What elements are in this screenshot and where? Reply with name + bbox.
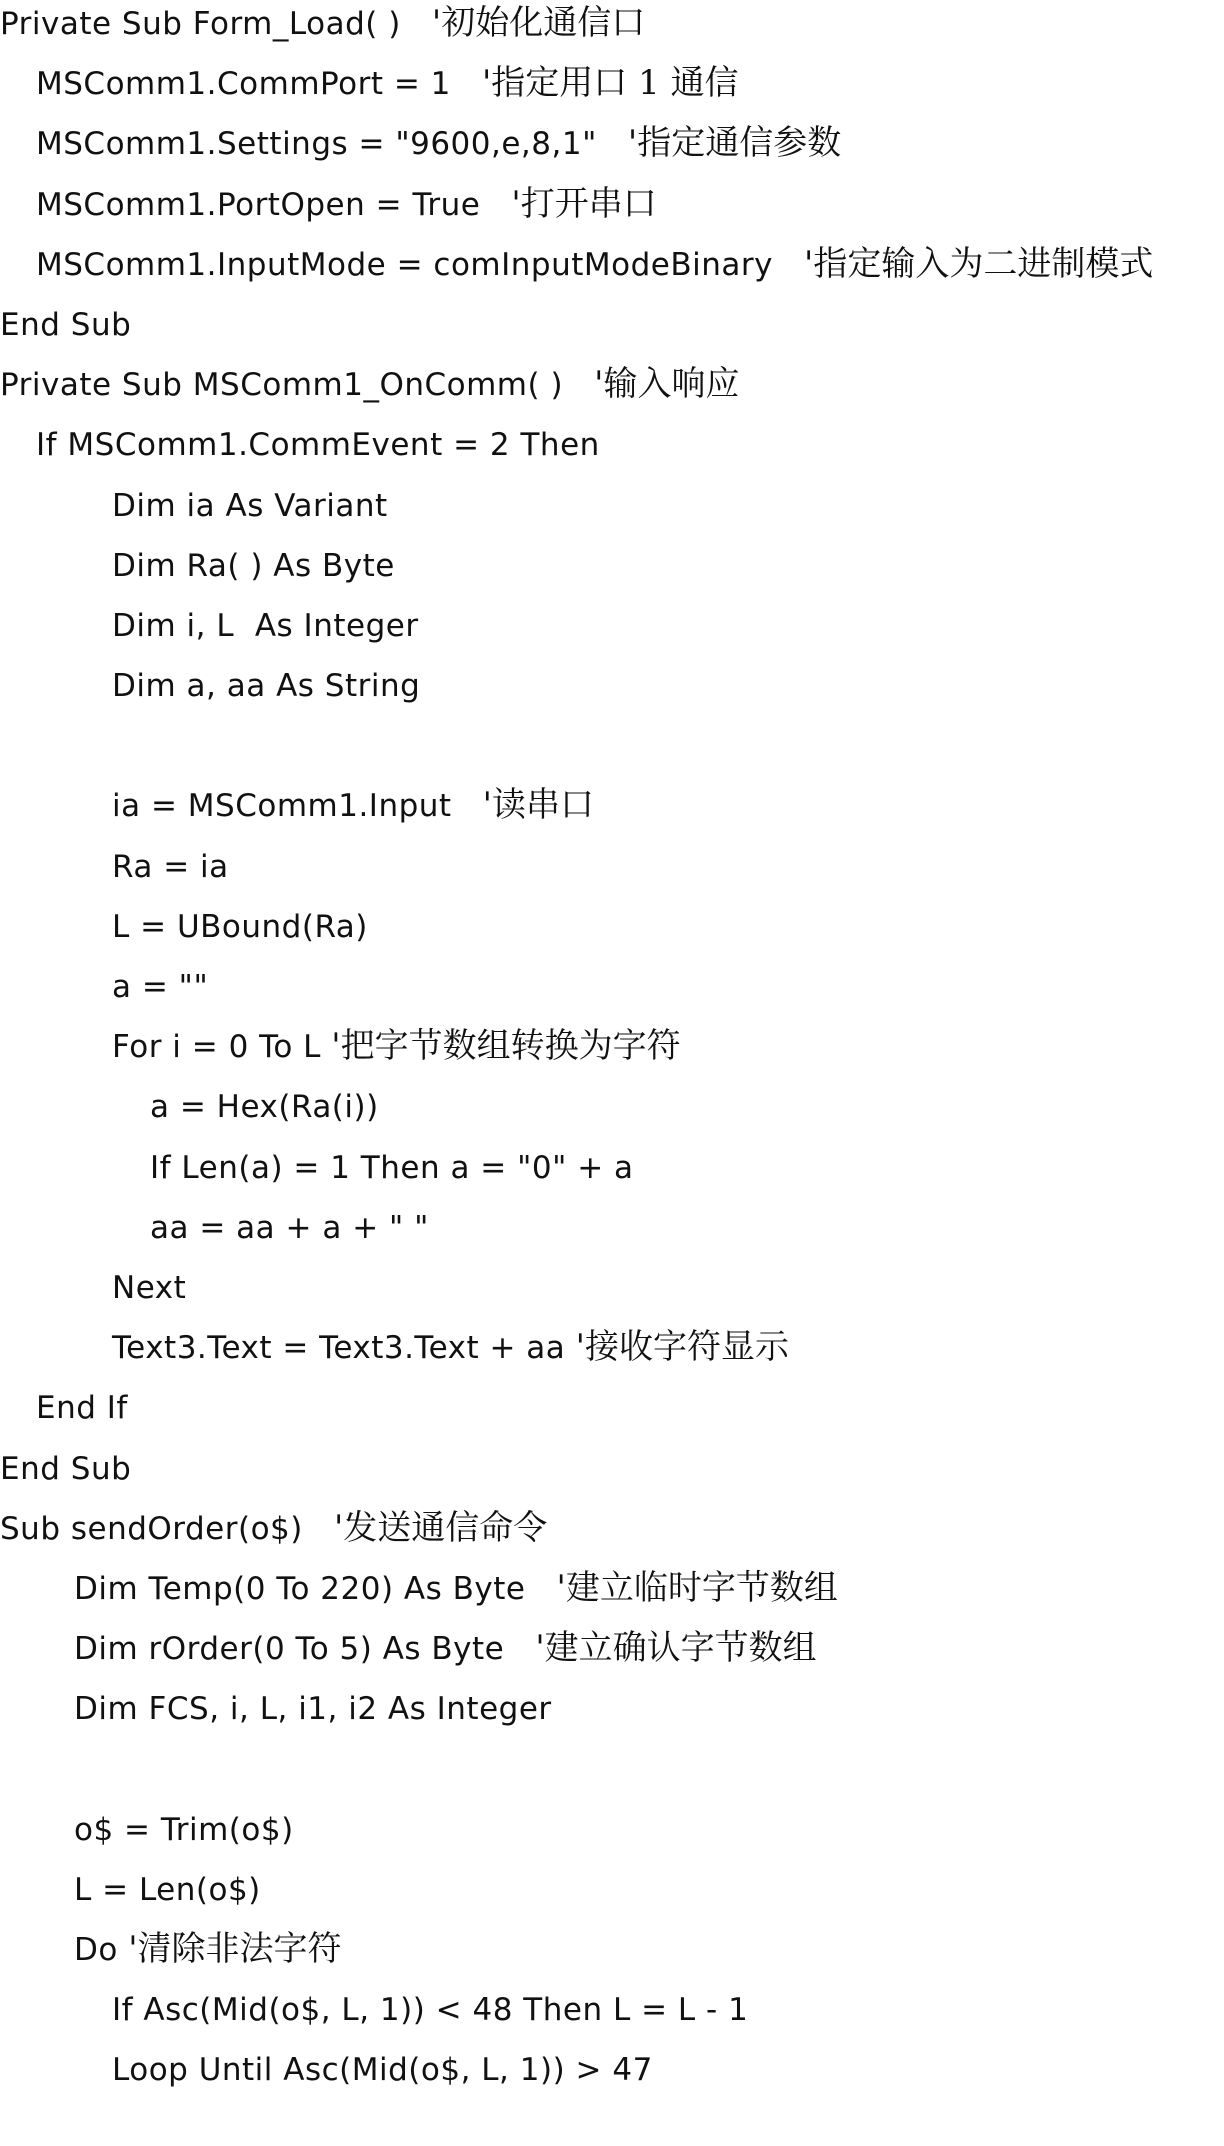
code-line xyxy=(0,2048,1224,2108)
code-text: Dim rOrder(0 To 5) As Byte xyxy=(74,1631,536,1668)
code-text: aa = aa + a + " " xyxy=(150,1209,429,1246)
code-text: a = "" xyxy=(112,969,209,1005)
code-text: Dim a, aa As String xyxy=(112,668,421,705)
code-line xyxy=(0,1266,1224,1326)
code-line xyxy=(0,1567,1224,1627)
code-text: If Len(a) = 1 Then a = "0" + a xyxy=(150,1149,634,1186)
code-line xyxy=(0,62,1224,122)
code-line xyxy=(0,905,1224,965)
code-comment: '接收字符显示 xyxy=(575,1327,790,1368)
code-text: Dim Ra( ) As Byte xyxy=(112,547,395,584)
code-text: Dim i, L As Integer xyxy=(112,607,419,644)
code-line xyxy=(0,1808,1224,1868)
code-text: Dim ia As Variant xyxy=(112,487,388,524)
code-line xyxy=(0,1747,1224,1807)
code-line xyxy=(0,1868,1224,1928)
code-line xyxy=(0,845,1224,905)
code-line xyxy=(0,1206,1224,1266)
code-line xyxy=(0,1928,1224,1988)
code-text: a = Hex(Ra(i)) xyxy=(150,1089,379,1126)
code-line xyxy=(0,303,1224,363)
code-text: MSComm1.Settings = "9600,e,8,1" xyxy=(36,126,628,163)
code-line xyxy=(0,1447,1224,1507)
code-text: MSComm1.InputMode = comInputModeBinary xyxy=(36,246,805,283)
code-line xyxy=(0,544,1224,604)
code-comment: '打开串口 xyxy=(511,183,657,224)
code-text: L = Len(o$) xyxy=(74,1871,261,1908)
code-comment: '指定输入为二进制模式 xyxy=(804,243,1154,284)
code-comment: '建立确认字节数组 xyxy=(535,1628,817,1669)
code-comment: '输入响应 xyxy=(594,364,740,405)
code-line xyxy=(0,1326,1224,1386)
code-line xyxy=(0,1386,1224,1446)
code-comment: '清除非法字符 xyxy=(128,1929,342,1969)
code-text: Ra = ia xyxy=(112,848,229,885)
code-comment: '初始化通信口 xyxy=(431,3,646,43)
code-line xyxy=(0,1627,1224,1687)
code-line xyxy=(0,484,1224,544)
code-text: If MSComm1.CommEvent = 2 Then xyxy=(36,427,600,464)
code-text: Sub sendOrder(o$) xyxy=(0,1510,334,1547)
code-line xyxy=(0,664,1224,724)
code-comment: '指定通信参数 xyxy=(627,123,842,164)
code-text: If Asc(Mid(o$, L, 1)) < 48 Then L = L - 1 xyxy=(112,1992,749,2029)
code-comment: '发送通信命令 xyxy=(333,1507,548,1548)
code-text: ia = MSComm1.Input xyxy=(112,788,483,825)
code-text: Dim Temp(0 To 220) As Byte xyxy=(74,1570,557,1607)
code-text: L = UBound(Ra) xyxy=(112,908,368,945)
code-line xyxy=(0,604,1224,664)
code-text: Private Sub MSComm1_OnComm( ) xyxy=(0,367,595,404)
code-line xyxy=(0,1025,1224,1085)
code-line xyxy=(0,784,1224,844)
code-comment: '把字节数组转换为字符 xyxy=(331,1026,681,1067)
code-line xyxy=(0,243,1224,303)
code-line xyxy=(0,2,1224,62)
code-line xyxy=(0,423,1224,483)
code-text: MSComm1.CommPort = 1 xyxy=(36,66,482,103)
code-line xyxy=(0,1988,1224,2048)
code-text: Next xyxy=(112,1269,187,1306)
code-text: Text3.Text = Text3.Text + aa xyxy=(112,1330,576,1367)
code-line xyxy=(0,183,1224,243)
code-line xyxy=(0,1507,1224,1567)
code-text: Private Sub Form_Load( ) xyxy=(0,6,432,42)
code-line xyxy=(0,363,1224,423)
code-text: End Sub xyxy=(0,306,132,343)
code-line xyxy=(0,965,1224,1025)
code-line xyxy=(0,122,1224,182)
code-text: For i = 0 To L xyxy=(112,1029,332,1066)
code-text: End If xyxy=(36,1390,128,1427)
code-line xyxy=(0,1146,1224,1206)
code-text: Dim FCS, i, L, i1, i2 As Integer xyxy=(74,1691,552,1728)
code-text: o$ = Trim(o$) xyxy=(74,1811,294,1848)
code-text: Loop Until Asc(Mid(o$, L, 1)) > 47 xyxy=(112,2052,653,2089)
code-comment: '指定用口 1 通信 xyxy=(481,63,739,104)
code-line xyxy=(0,1687,1224,1747)
code-line xyxy=(0,1085,1224,1145)
code-text: End Sub xyxy=(0,1450,132,1487)
code-line xyxy=(0,724,1224,784)
code-comment: '建立临时字节数组 xyxy=(556,1567,838,1608)
code-text: MSComm1.PortOpen = True xyxy=(36,186,512,223)
code-comment: '读串口 xyxy=(482,785,594,826)
code-text: Do xyxy=(74,1932,129,1968)
